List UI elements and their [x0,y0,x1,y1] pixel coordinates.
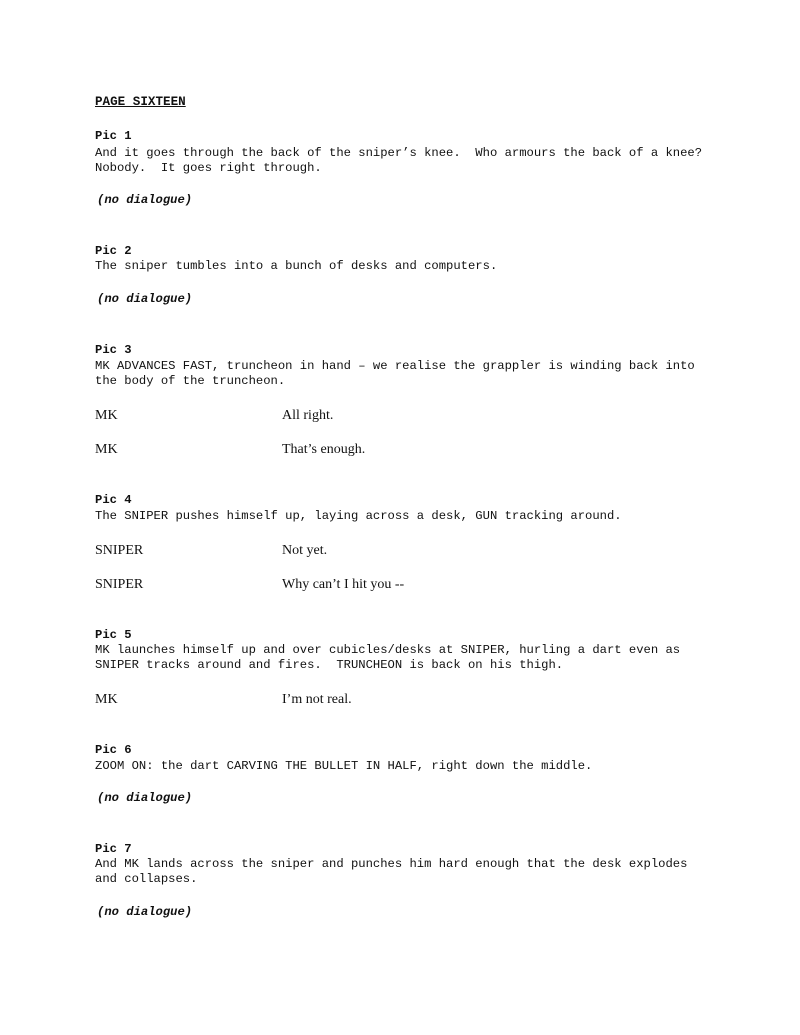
panel-label: Pic 4 [95,493,132,507]
dialogue-speaker: MK [95,692,118,707]
panel-description-line: MK launches himself up and over cubicles/desks at SNIPER, hurling a dart even as [95,643,681,657]
dialogue-speaker: SNIPER [95,577,144,592]
panel-label: Pic 1 [95,129,132,143]
dialogue-line: I’m not real. [282,692,352,707]
dialogue-line: That’s enough. [282,442,366,457]
page-title: PAGE SIXTEEN [95,95,186,109]
panel-description-line: Nobody. It goes right through. [95,161,322,175]
dialogue-speaker: MK [95,408,118,423]
panel-description-line: the body of the truncheon. [95,374,286,388]
panel-description-line: And MK lands across the sniper and punches him hard enough that the desk explodes [95,857,688,871]
panel-label: Pic 6 [95,743,132,757]
dialogue-line: Why can’t I hit you -- [282,577,405,592]
panel-label: Pic 3 [95,343,132,357]
panel-description-line: MK ADVANCES FAST, truncheon in hand – we realise the grappler is winding back into [95,359,695,373]
panel-description-line: And it goes through the back of the sniper’s knee. Who armours the back of a knee? [95,146,703,160]
panel-description-line: and collapses. [95,872,198,886]
panel-label: Pic 7 [95,842,132,856]
panel-label: Pic 5 [95,628,132,642]
panel-description-line: ZOOM ON: the dart CARVING THE BULLET IN HALF, right down the middle. [95,759,593,773]
no-dialogue-note: (no dialogue) [97,791,193,805]
panel-label: Pic 2 [95,244,132,258]
panel-description-line: The SNIPER pushes himself up, laying across a desk, GUN tracking around. [95,509,622,523]
panel-description-line: SNIPER tracks around and fires. TRUNCHEON is back on his thigh. [95,658,564,672]
panel-description-line: The sniper tumbles into a bunch of desks and computers. [95,259,498,273]
no-dialogue-note: (no dialogue) [97,292,193,306]
dialogue-line: Not yet. [282,543,328,558]
no-dialogue-note: (no dialogue) [97,905,193,919]
dialogue-line: All right. [282,408,334,423]
dialogue-speaker: MK [95,442,118,457]
no-dialogue-note: (no dialogue) [97,193,193,207]
dialogue-speaker: SNIPER [95,543,144,558]
